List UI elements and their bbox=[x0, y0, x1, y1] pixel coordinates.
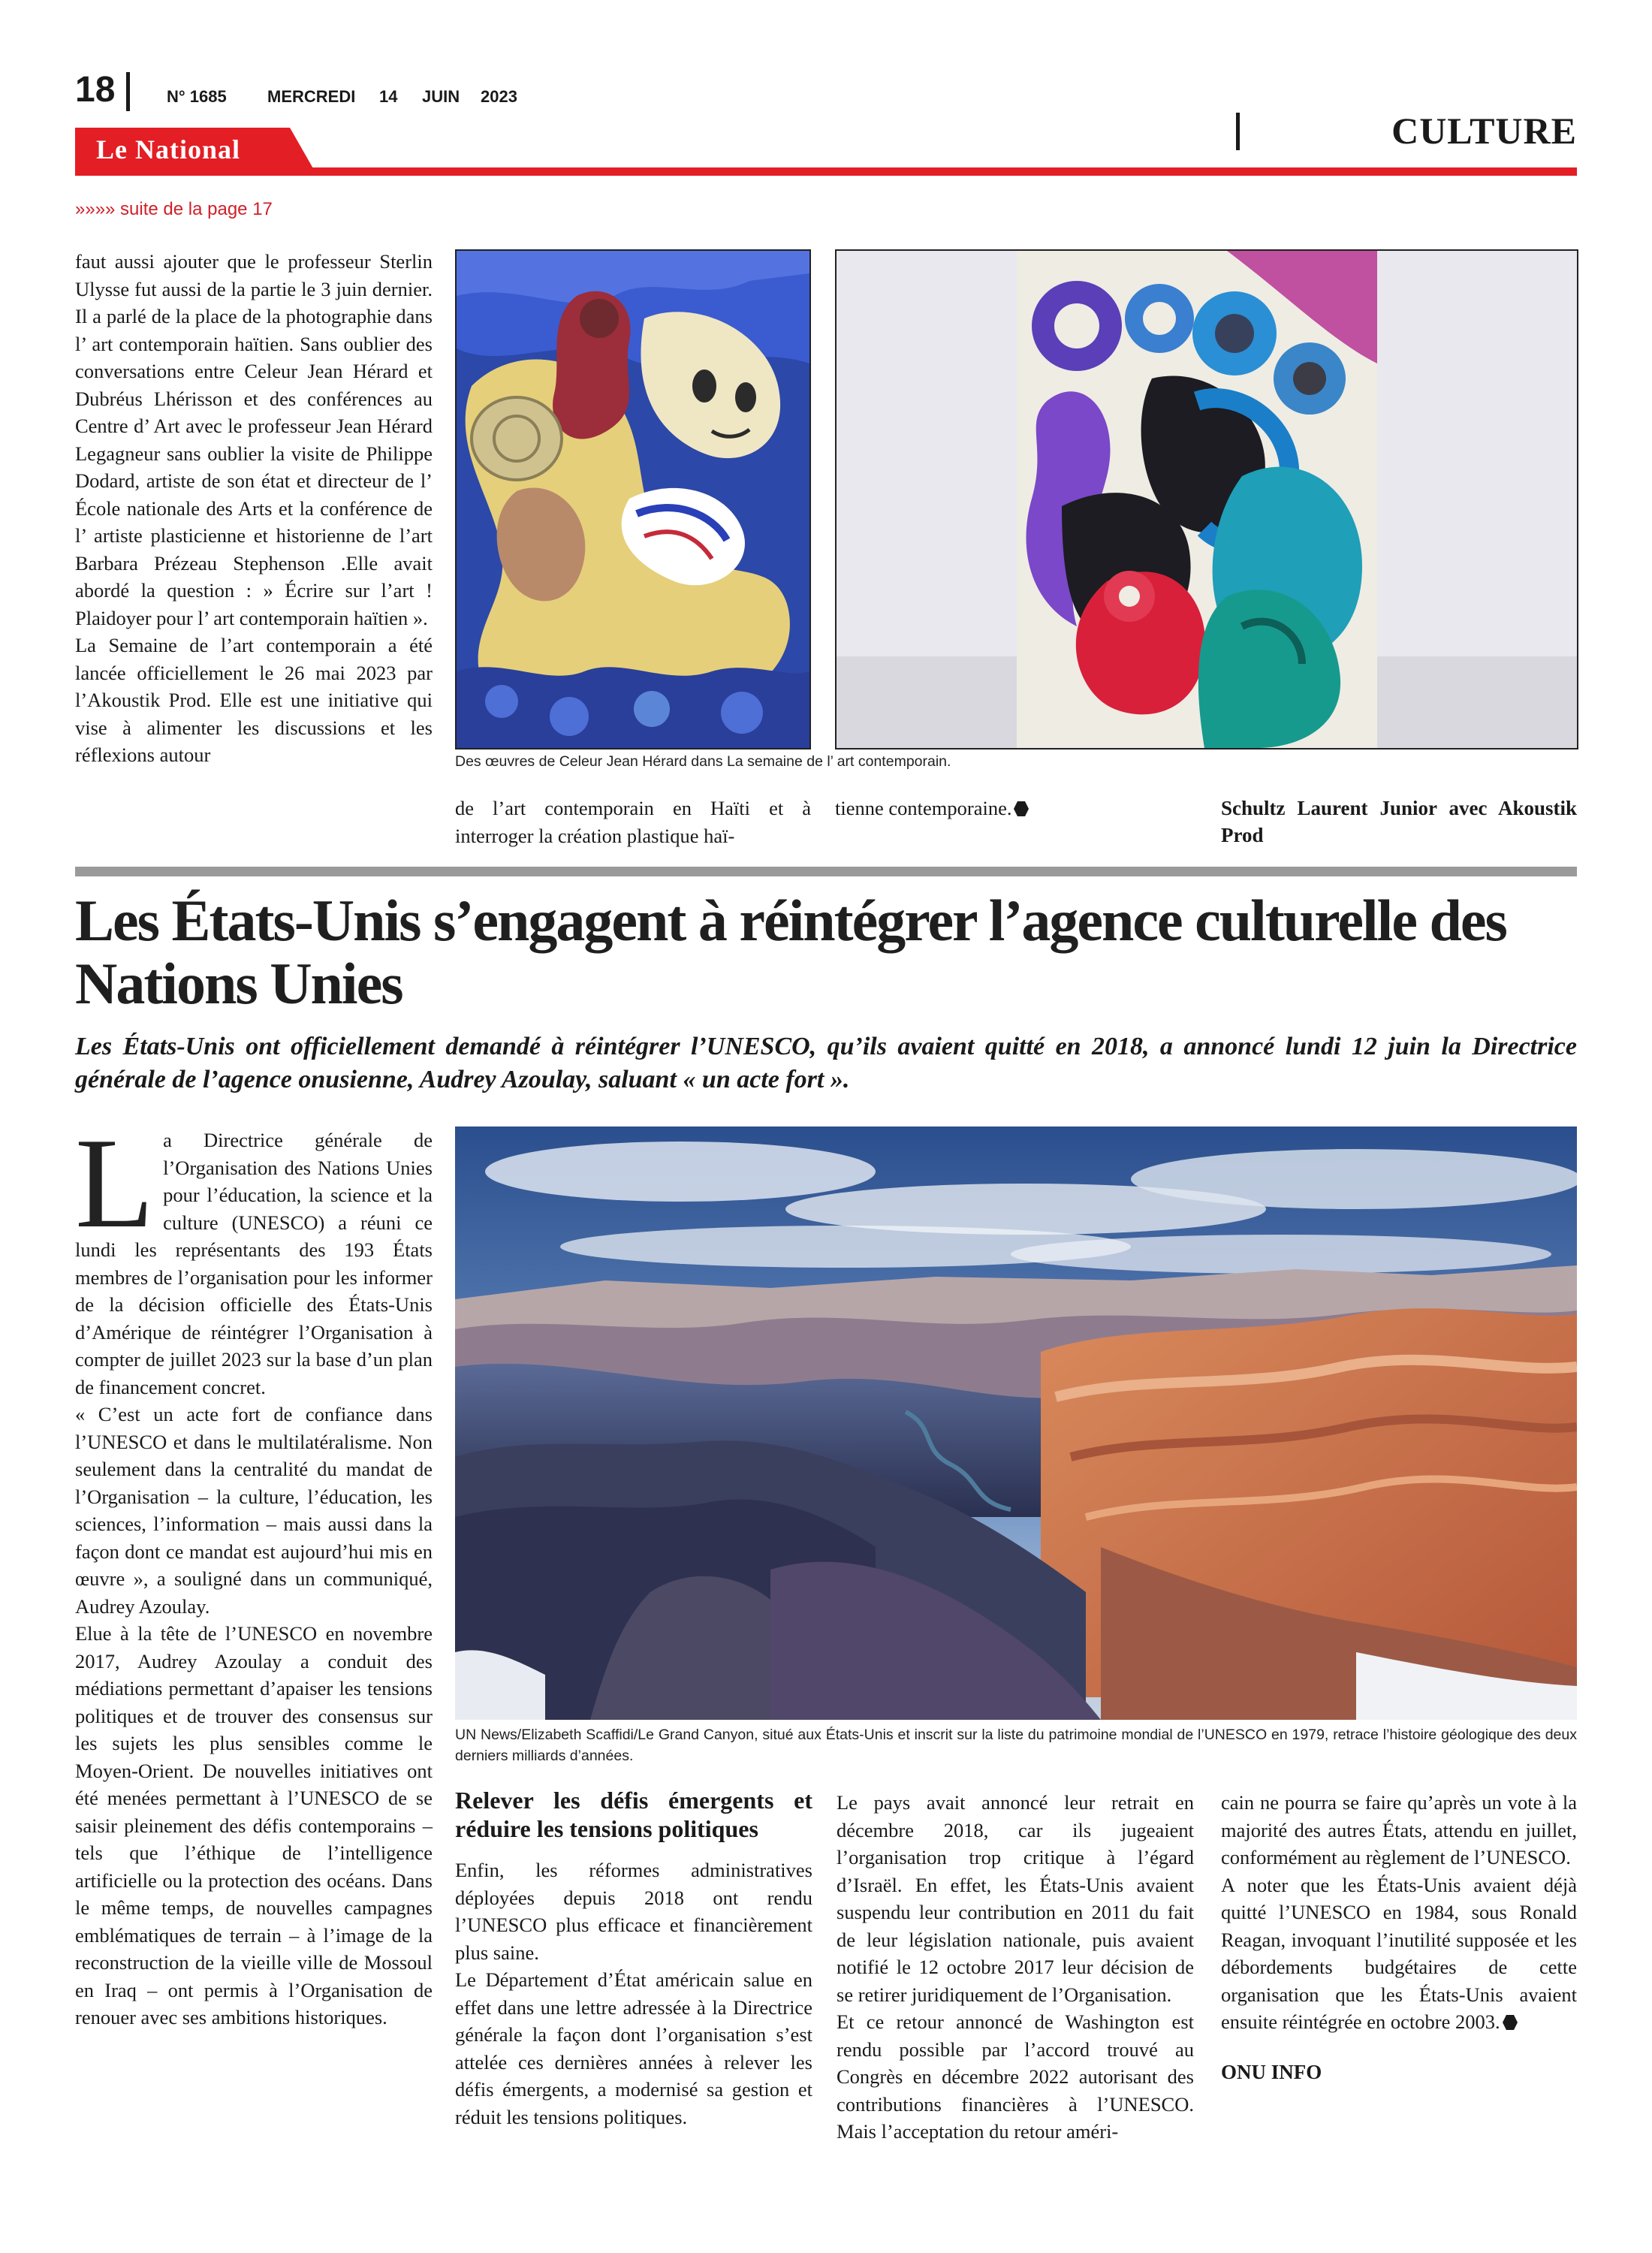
painting-photo-1 bbox=[455, 249, 811, 749]
article-paragraph: cain ne pourra se faire qu’après un vote à la majorité des autres États, attendu en juillet, conformément au règlement de l’UNESCO. bbox=[1221, 1791, 1577, 1868]
drop-cap: L bbox=[75, 1112, 155, 1255]
article-signature: ONU INFO bbox=[1221, 2060, 1322, 2083]
top-article-column-2 bbox=[455, 795, 811, 849]
article-paragraph: A noter que les États-Unis avaient déjà quitté l’UNESCO en 1984, sous Ronald Reagan, invoquant l’inutilité supposée et les débordements budgétaires de cette organisation que les États-Unis avaient ensuite réintégrée en octobre 2003. bbox=[1221, 1873, 1577, 2033]
article-divider bbox=[75, 867, 1577, 876]
continued-link[interactable]: »»»» suite de la page 17 bbox=[75, 199, 273, 219]
top-article-column-3 bbox=[835, 795, 1195, 822]
end-mark-icon bbox=[1502, 2014, 1518, 2031]
main-article-column-4 bbox=[1221, 1789, 1577, 2086]
article-paragraph: Enfin, les réformes administratives déployées depuis 2018 ont rendu l’UNESCO plus efficace et financièrement plus saine. bbox=[455, 1859, 812, 1964]
canyon-landscape-image bbox=[455, 1126, 1577, 1720]
main-article-column-1 bbox=[75, 1112, 433, 2031]
abstract-painting-image bbox=[457, 251, 809, 748]
painting-photo-2 bbox=[835, 249, 1578, 749]
issue-number: N° 1685 bbox=[167, 87, 227, 106]
end-mark-icon bbox=[1013, 801, 1029, 817]
section-title: CULTURE bbox=[1391, 110, 1577, 152]
article-paragraph: a Directrice générale de l’Organisation des Nations Unies pour l’éducation, la science et la culture (UNESCO) a réuni ce lundi les représentants des 193 États membres de l’organisation pour les informer de la décision officielle des États-Unis d’Amérique de réintégrer l’Organisation à compter de juillet 2023 sur la base d’un plan de financement concret. bbox=[75, 1129, 433, 1398]
section-subtitle: Relever les défis émergents et réduire les tensions politiques bbox=[455, 1787, 812, 1842]
top-article-text: faut aussi ajouter que le professeur Sterlin Ulysse fut aussi de la partie le 3 juin dernier. Il a parlé de la place de la photographie dans l’ art contemporain haïtien. Sans oublier des conversations entre Celeur Jean Hérard et Dubréus Lhérisson et des conférences au Centre d’ Art avec le professeur Jean Hérard Legagneur sans oublier la visite de Philippe Dodard, artiste de son état et directeur de l’ École nationale des Arts et la conférence de l’ artiste plasticienne et historienne de l’art Barbara Prézeau Stephenson .Elle avait abordé la question : » Écrire sur l’art ! Plaidoyer pour l’ art contemporain haïtien ». bbox=[75, 250, 433, 629]
section-divider bbox=[1236, 113, 1240, 150]
abstract-painting-image bbox=[837, 251, 1577, 748]
top-article-byline: Schultz Laurent Junior avec Akoustik Prod bbox=[1221, 797, 1577, 846]
top-article-text: de l’art contemporain en Haïti et à interroger la création plastique haï- bbox=[455, 797, 811, 847]
top-article-text: tienne contemporaine. bbox=[835, 797, 1012, 819]
issue-month: JUIN bbox=[422, 87, 460, 106]
issue-day: 14 bbox=[379, 87, 398, 106]
top-article-column-1 bbox=[75, 248, 433, 769]
header-divider bbox=[126, 72, 130, 111]
issue-year: 2023 bbox=[481, 87, 517, 106]
page-number: 18 bbox=[75, 70, 116, 110]
brand-name: Le National bbox=[96, 134, 241, 164]
article-standfirst: Les États-Unis ont officiellement demandé à réintégrer l’UNESCO, qu’ils avaient quitté en 2018, a annoncé lundi 12 juin la Directrice générale de l’agence onusienne, Audrey Azoulay, saluant « un acte fort ». bbox=[75, 1033, 1577, 1093]
article-headline: Les États-Unis s’engagent à réintégrer l’agence culturelle des Nations Unies bbox=[75, 888, 1506, 1016]
photo-caption: Des œuvres de Celeur Jean Hérard dans La semaine de l’ art contemporain. bbox=[455, 753, 951, 770]
grand-canyon-photo bbox=[455, 1126, 1577, 1720]
main-article-column-3 bbox=[837, 1789, 1194, 2146]
issue-weekday: MERCREDI bbox=[267, 87, 356, 106]
article-paragraph: Le Département d’État américain salue en effet dans une lettre adressée à la Directrice générale la façon dont l’organisation s’est attelée ces dernières années à relever les défis émergents, a modernisé sa gestion et réduit les tensions politiques. bbox=[455, 1968, 812, 2128]
article-paragraph: Le pays avait annoncé leur retrait en décembre 2018, car ils jugeaient l’organisation trop critique à l’égard d’Israël. En effet, les États-Unis avaient suspendu leur contribution en 2011 du fait de leur législation nationale, puis avaient notifié le 12 octobre 2017 leur décision de se retirer juridiquement de l’Organisation. bbox=[837, 1791, 1194, 2006]
header-rule bbox=[75, 167, 1577, 176]
article-paragraph: Elue à la tête de l’UNESCO en novembre 2017, Audrey Azoulay a conduit des médiations permettant d’apaiser les tensions politiques et de trouver des consensus sur les sujets les plus sensibles comme le Moyen-Orient. De nouvelles initiatives ont été menées permettant à l’UNESCO de se saisir pleinement des défis contemporains – tels que l’éthique de l’intelligence artificielle ou la protection des océans. Dans le même temps, de nouvelles campagnes emblématiques de terrain – à l’image de la reconstruction de la vieille ville de Mossoul en Iraq – ont permis à l’Organisation de renouer avec ses ambitions historiques. bbox=[75, 1622, 433, 2028]
top-article-text: La Semaine de l’art contemporain a été lancée officiellement le 26 mai 2023 par l’Akoustik Prod. Elle est une initiative qui vise à alimenter les discussions et les réflexions autour bbox=[75, 634, 433, 766]
main-article-column-2 bbox=[455, 1786, 812, 2131]
article-paragraph: « C’est un acte fort de confiance dans l’UNESCO et dans le multilatéralisme. Non seulement dans la centralité du mandat de l’Organisation – la culture, l’éducation, les sciences, l’information – mais aussi dans la façon dont ce mandat est aujourd’hui mis en œuvre », a souligné dans un communiqué, Audrey Azoulay. bbox=[75, 1403, 433, 1618]
article-paragraph: Et ce retour annoncé de Washington est rendu possible par l’accord trouvé au Congrès en décembre 2022 autorisant des contributions financières à l’UNESCO. Mais l’acceptation du retour améri- bbox=[837, 2010, 1194, 2143]
photo-caption: UN News/Elizabeth Scaffidi/Le Grand Canyon, situé aux États-Unis et inscrit sur la liste du patrimoine mondial de l’UNESCO en 1979, retrace l’histoire géologique des deux derniers milliards d’années. bbox=[455, 1727, 1577, 1764]
